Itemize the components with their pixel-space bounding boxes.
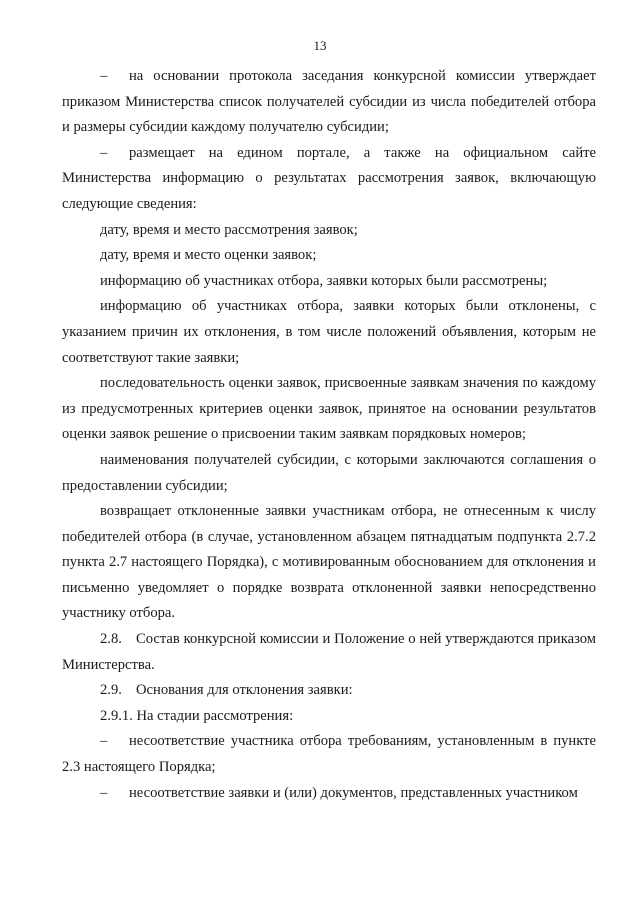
paragraph-application-mismatch (62, 781, 596, 807)
paragraph-text: несоответствие участника отбора требованиям, установленным в пункте 2.3 настоящего Порядка; (62, 733, 596, 776)
document-body (62, 64, 596, 806)
paragraph-participant-mismatch (62, 729, 596, 780)
paragraph-review-date: дату, время и место рассмотрения заявок; (100, 221, 358, 238)
paragraph-2-9 (62, 678, 596, 704)
list-dash: – (100, 784, 108, 801)
paragraph-approve-list (62, 64, 596, 141)
paragraph-text: несоответствие заявки и (или) документов, представленных участником (129, 784, 578, 801)
list-dash: – (100, 144, 108, 161)
paragraph-text: на основании протокола заседания конкурсной комиссии утверждает приказом Министерства список получателей субсидии из числа победителей отбора и размеры субсидии каждому получателю субсидии; (62, 68, 596, 136)
list-dash: – (100, 733, 108, 750)
paragraph-text: Состав конкурсной комиссии и Положение о ней утверждаются приказом Министерства. (62, 631, 596, 673)
paragraph-rejected-participants: информацию об участниках отбора, заявки которых были отклонены, с указанием причин их отклонения, в том числе положений объявления, которым не соответствуют такие заявки; (62, 298, 596, 366)
paragraph-2-9-1: 2.9.1. На стадии рассмотрения: (100, 707, 294, 724)
list-dash: – (100, 68, 108, 84)
section-number: 2.9. (100, 682, 122, 699)
paragraph-text: Основания для отклонения заявки: (136, 682, 353, 699)
paragraph-evaluation-sequence: последовательность оценки заявок, присвоенные заявкам значения по каждому из предусмотренных критериев оценки заявок, принятое на основании результатов оценки заявок решение о присвоении таким заявкам порядковых номеров; (62, 375, 596, 443)
paragraph-evaluation-date: дату, время и место оценки заявок; (100, 247, 317, 264)
paragraph-recipients: наименования получателей субсидии, с которыми заключаются соглашения о предоставлении субсидии; (62, 451, 596, 494)
paragraph-2-8 (62, 627, 596, 678)
paragraph-publish-results (62, 141, 596, 218)
paragraph-return-applications: возвращает отклоненные заявки участникам отбора, не отнесенным к числу победителей отбора (в случае, установленном абзацем пятнадцатым подпункта 2.7.2 пункта 2.7 настоящего Порядка), с мотивированным обоснованием для отклонения и письменно уведомляет о порядке возврата отклоненной заявки непосредственно участнику отбора. (62, 503, 596, 622)
paragraph-text: размещает на едином портале, а также на официальном сайте Министерства информацию о результатах рассмотрения заявок, включающую следующие сведения: (62, 144, 596, 212)
page-number: 13 (313, 38, 327, 53)
section-number: 2.8. (100, 631, 122, 648)
paragraph-reviewed-participants: информацию об участниках отбора, заявки которых были рассмотрены; (100, 272, 548, 289)
